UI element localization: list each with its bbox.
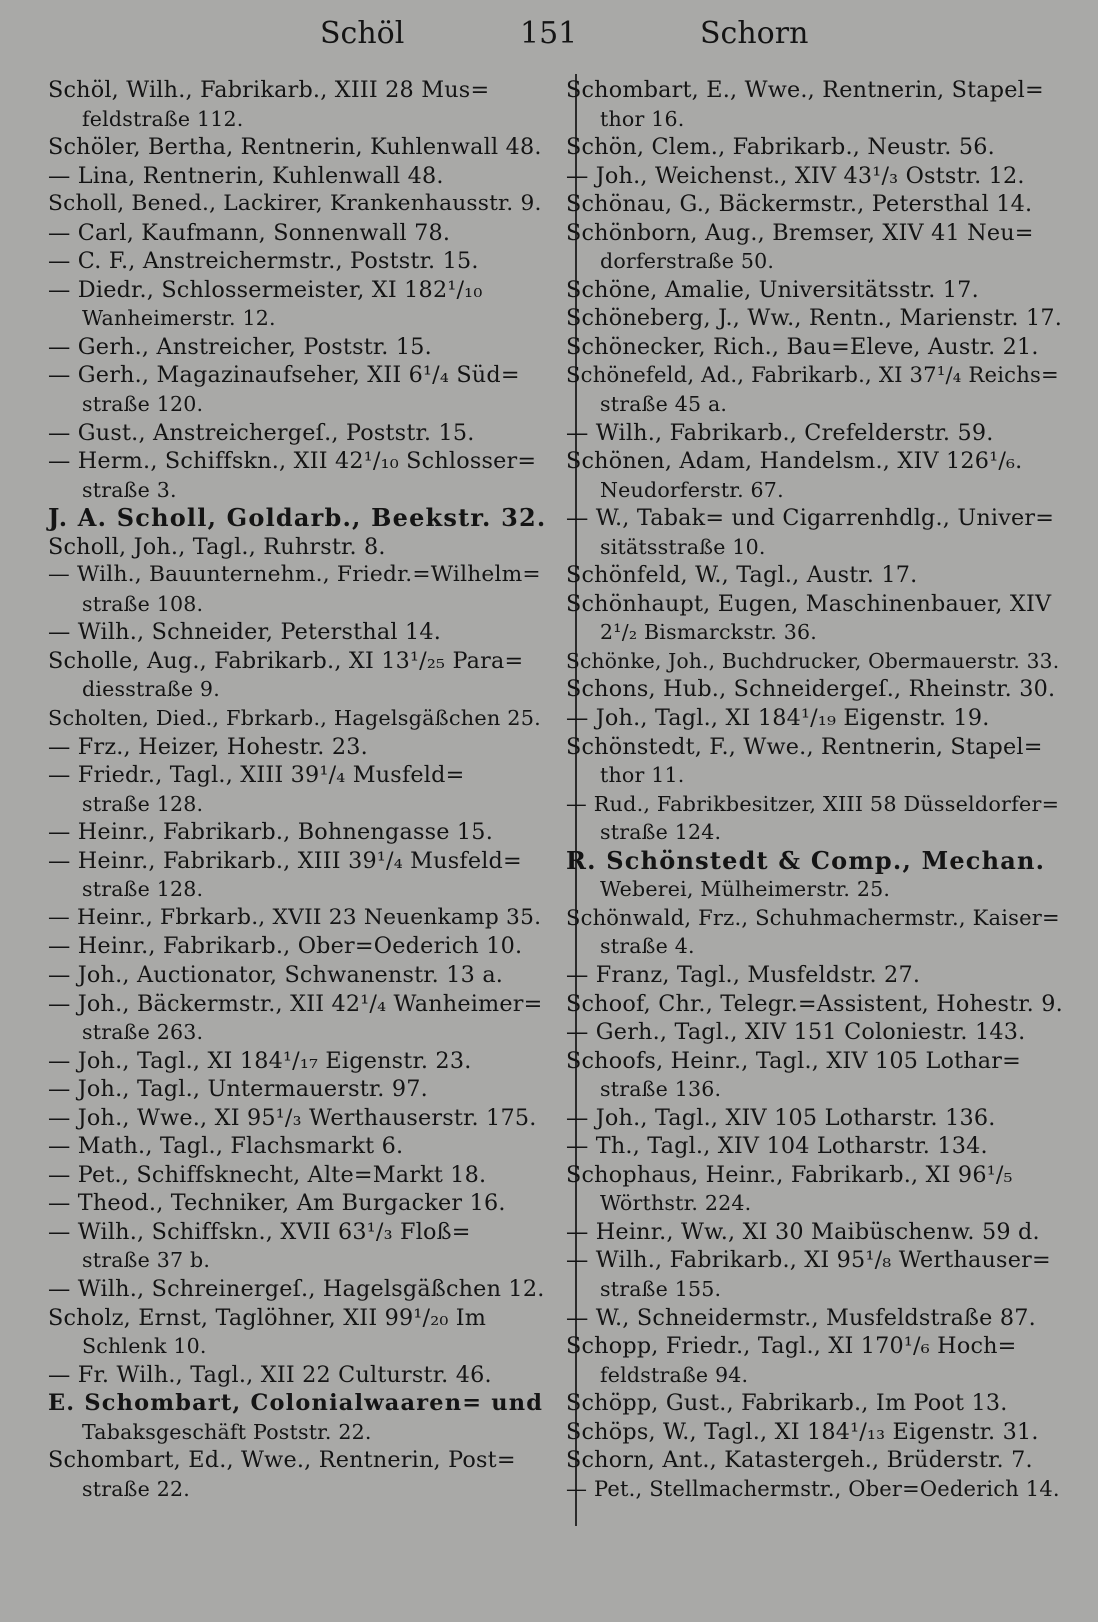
- directory-entry-line: 2¹/₂ Bismarckstr. 36.: [600, 620, 818, 645]
- directory-entry-line: — Joh., Bäckermstr., XII 42¹/₄ Wanheimer=: [48, 990, 543, 1017]
- directory-entry-line: — Rud., Fabrikbesitzer, XIII 58 Düsseldorfer=: [566, 791, 1060, 816]
- directory-entry-line: straße 108.: [82, 591, 204, 616]
- directory-firm-line: J. A. Scholl, Goldarb., Beekstr. 32.: [48, 503, 547, 533]
- directory-entry-line: Weberei, Mülheimerstr. 25.: [600, 877, 891, 902]
- directory-entry-line: Scholl, Bened., Lackirer, Krankenhausstr. 9.: [48, 191, 542, 217]
- page-header: [0, 8, 1098, 54]
- directory-entry-line: Schönborn, Aug., Bremser, XIV 41 Neu=: [566, 219, 1034, 246]
- directory-entry-line: feldstraße 94.: [600, 1362, 749, 1387]
- directory-entry-line: straße 155.: [600, 1276, 722, 1301]
- directory-entry-line: — Heinr., Ww., XI 30 Maibüschenw. 59 d.: [566, 1218, 1040, 1245]
- directory-entry-line: — Frz., Heizer, Hohestr. 23.: [48, 733, 368, 760]
- directory-entry-line: Schoof, Chr., Telegr.=Assistent, Hohestr. 9.: [566, 990, 1063, 1017]
- directory-entry-line: — Heinr., Fabrikarb., Bohnengasse 15.: [48, 819, 493, 846]
- directory-entry-line: Schombart, Ed., Wwe., Rentnerin, Post=: [48, 1447, 516, 1474]
- directory-entry-line: Schöler, Bertha, Rentnerin, Kuhlenwall 48.: [48, 134, 542, 161]
- directory-entry-line: Schönwald, Frz., Schuhmachermstr., Kaiser=: [566, 904, 1060, 930]
- directory-entry-line: — Joh., Tagl., XI 184¹/₁₇ Eigenstr. 23.: [48, 1047, 472, 1074]
- directory-firm-line: R. Schönstedt & Comp., Mechan.: [566, 845, 1046, 875]
- directory-entry-line: — Gerh., Magazinaufseher, XII 6¹/₄ Süd=: [48, 362, 520, 389]
- directory-entry-line: — Joh., Auctionator, Schwanenstr. 13 a.: [48, 961, 504, 988]
- directory-entry-line: — Joh., Tagl., XIV 105 Lotharstr. 136.: [566, 1104, 996, 1131]
- directory-entry-line: — Diedr., Schlossermeister, XI 182¹/₁₀: [48, 276, 483, 303]
- directory-entry-line: thor 16.: [600, 106, 685, 131]
- directory-entry-line: — Joh., Wwe., XI 95¹/₃ Werthauserstr. 175.: [48, 1104, 537, 1131]
- directory-entry-line: Schönecker, Rich., Bau=Eleve, Austr. 21.: [566, 333, 1039, 360]
- directory-entry-line: Schön, Clem., Fabrikarb., Neustr. 56.: [566, 134, 995, 161]
- directory-entry-line: — Joh., Tagl., XI 184¹/₁₉ Eigenstr. 19.: [566, 705, 990, 732]
- directory-entry-line: — Math., Tagl., Flachsmarkt 6.: [48, 1133, 404, 1160]
- directory-entry-line: — Heinr., Fbrkarb., XVII 23 Neuenkamp 35.: [48, 904, 542, 930]
- directory-entry-line: Scholle, Aug., Fabrikarb., XI 13¹/₂₅ Para=: [48, 647, 524, 674]
- directory-entry-line: Tabaksgeschäft Poststr. 22.: [82, 1419, 372, 1444]
- directory-entry-line: Wörthstr. 224.: [600, 1191, 752, 1216]
- directory-entry-line: straße 45 a.: [600, 392, 728, 417]
- directory-entry-line: diesstraße 9.: [82, 677, 220, 702]
- directory-entry-line: Wanheimerstr. 12.: [82, 306, 276, 331]
- directory-entry-line: Schönstedt, F., Wwe., Rentnerin, Stapel=: [566, 733, 1043, 760]
- directory-entry-line: Schombart, E., Wwe., Rentnerin, Stapel=: [566, 77, 1044, 103]
- directory-entry-line: Schöl, Wilh., Fabrikarb., XIII 28 Mus=: [48, 77, 490, 103]
- directory-entry-line: — Th., Tagl., XIV 104 Lotharstr. 134.: [566, 1133, 988, 1160]
- directory-entry-line: Schorn, Ant., Katastergeh., Brüderstr. 7.: [566, 1447, 1033, 1474]
- directory-entry-line: — C. F., Anstreichermstr., Poststr. 15.: [48, 248, 479, 275]
- directory-entry-line: Scholz, Ernst, Taglöhner, XII 99¹/₂₀ Im: [48, 1304, 487, 1331]
- directory-entry-line: — Theod., Techniker, Am Burgacker 16.: [48, 1190, 506, 1217]
- page-number: 151: [520, 16, 578, 51]
- directory-entry-line: Scholl, Joh., Tagl., Ruhrstr. 8.: [48, 533, 386, 560]
- directory-entry-line: Schöps, W., Tagl., XI 184¹/₁₃ Eigenstr. 31.: [566, 1418, 1039, 1445]
- directory-entry-line: Scholten, Died., Fbrkarb., Hagelsgäßchen 25.: [48, 706, 541, 731]
- directory-entry-line: Schoofs, Heinr., Tagl., XIV 105 Lothar=: [566, 1047, 1022, 1074]
- directory-entry-line: thor 11.: [600, 763, 685, 788]
- header-left-keyword: Schöl: [320, 16, 405, 51]
- directory-entry-line: Schöpp, Gust., Fabrikarb., Im Poot 13.: [566, 1390, 1008, 1417]
- directory-entry-line: straße 22.: [82, 1476, 190, 1501]
- directory-entry-line: Schöne, Amalie, Universitätsstr. 17.: [566, 276, 979, 303]
- directory-entry-line: — Wilh., Fabrikarb., Crefelderstr. 59.: [566, 419, 994, 446]
- directory-entry-line: Schönefeld, Ad., Fabrikarb., XI 37¹/₄ Reichs=: [566, 362, 1059, 388]
- directory-entry-line: — Joh., Tagl., Untermauerstr. 97.: [48, 1076, 428, 1103]
- directory-entry-line: — Wilh., Fabrikarb., XI 95¹/₈ Werthauser=: [566, 1247, 1051, 1274]
- directory-entry-line: — Wilh., Schiffskn., XVII 63¹/₃ Floß=: [48, 1218, 471, 1245]
- directory-entry-line: Schopp, Friedr., Tagl., XI 170¹/₆ Hoch=: [566, 1333, 1017, 1360]
- directory-entry-line: — Lina, Rentnerin, Kuhlenwall 48.: [48, 162, 444, 189]
- directory-entry-line: — Pet., Stellmachermstr., Ober=Oederich 14.: [566, 1476, 1060, 1501]
- directory-entry-line: — Wilh., Schreinergeſ., Hagelsgäßchen 12.: [48, 1275, 545, 1302]
- directory-entry-line: Schons, Hub., Schneidergeſ., Rheinstr. 30.: [566, 676, 1056, 703]
- directory-entry-line: — Pet., Schiffsknecht, Alte=Markt 18.: [48, 1161, 487, 1188]
- left-column: [48, 76, 546, 1503]
- directory-entry-line: — Gerh., Anstreicher, Poststr. 15.: [48, 333, 432, 360]
- directory-entry-line: feldstraße 112.: [82, 106, 244, 131]
- directory-entry-line: Schophaus, Heinr., Fabrikarb., XI 96¹/₅: [566, 1161, 1013, 1188]
- directory-entry-line: straße 120.: [82, 392, 204, 417]
- directory-entry-line: Schönau, G., Bäckermstr., Petersthal 14.: [566, 191, 1033, 218]
- directory-entry-line: straße 124.: [600, 820, 722, 845]
- directory-entry-line: Schlenk 10.: [82, 1334, 207, 1359]
- directory-firm-line: E. Schombart, Colonialwaaren= und: [48, 1390, 544, 1417]
- directory-entry-line: — Wilh., Bauunternehm., Friedr.=Wilhelm=: [48, 562, 541, 588]
- directory-entry-line: — Heinr., Fabrikarb., XIII 39¹/₄ Musfeld=: [48, 847, 522, 874]
- directory-entry-line: — Wilh., Schneider, Petersthal 14.: [48, 619, 441, 646]
- directory-entry-line: — Herm., Schiffskn., XII 42¹/₁₀ Schlosser=: [48, 448, 537, 475]
- directory-entry-line: Schönke, Joh., Buchdrucker, Obermauerstr. 33.: [566, 648, 1060, 673]
- directory-entry-line: — Heinr., Fabrikarb., Ober=Oederich 10.: [48, 933, 523, 960]
- directory-entry-line: — Carl, Kaufmann, Sonnenwall 78.: [48, 219, 451, 246]
- directory-entry-line: straße 128.: [82, 877, 204, 902]
- directory-entry-line: Schönen, Adam, Handelsm., XIV 126¹/₆.: [566, 448, 1023, 475]
- directory-entry-line: — Joh., Weichenst., XIV 43¹/₃ Oststr. 12.: [566, 162, 1025, 189]
- directory-entry-line: Schönhaupt, Eugen, Maschinenbauer, XIV: [566, 590, 1052, 617]
- directory-entry-line: straße 263.: [82, 1020, 204, 1045]
- directory-entry-line: straße 128.: [82, 791, 204, 816]
- directory-entry-line: straße 136.: [600, 1077, 722, 1102]
- directory-entry-line: straße 4.: [600, 934, 695, 959]
- directory-entry-line: dorferstraße 50.: [600, 249, 775, 274]
- header-right-keyword: Schorn: [700, 16, 809, 51]
- directory-entry-line: — Gerh., Tagl., XIV 151 Coloniestr. 143.: [566, 1019, 1026, 1046]
- directory-entry-line: — W., Tabak= und Cigarrenhdlg., Univer=: [566, 505, 1055, 532]
- directory-entry-line: straße 37 b.: [82, 1248, 211, 1273]
- directory-entry-line: — W., Schneidermstr., Musfeldstraße 87.: [566, 1304, 1036, 1331]
- directory-entry-line: straße 3.: [82, 477, 177, 502]
- directory-entry-line: Schöneberg, J., Ww., Rentn., Marienstr. 17.: [566, 305, 1063, 332]
- directory-entry-line: — Gust., Anstreichergeſ., Poststr. 15.: [48, 419, 475, 446]
- directory-entry-line: Neudorferstr. 67.: [600, 477, 784, 502]
- directory-entry-line: — Fr. Wilh., Tagl., XII 22 Culturstr. 46.: [48, 1361, 492, 1388]
- directory-entry-line: sitätsstraße 10.: [600, 534, 766, 559]
- directory-entry-line: Schönfeld, W., Tagl., Austr. 17.: [566, 562, 918, 589]
- directory-entry-line: — Franz, Tagl., Musfeldstr. 27.: [566, 961, 921, 988]
- directory-entry-line: — Friedr., Tagl., XIII 39¹/₄ Musfeld=: [48, 762, 465, 789]
- right-column: [566, 76, 1064, 1503]
